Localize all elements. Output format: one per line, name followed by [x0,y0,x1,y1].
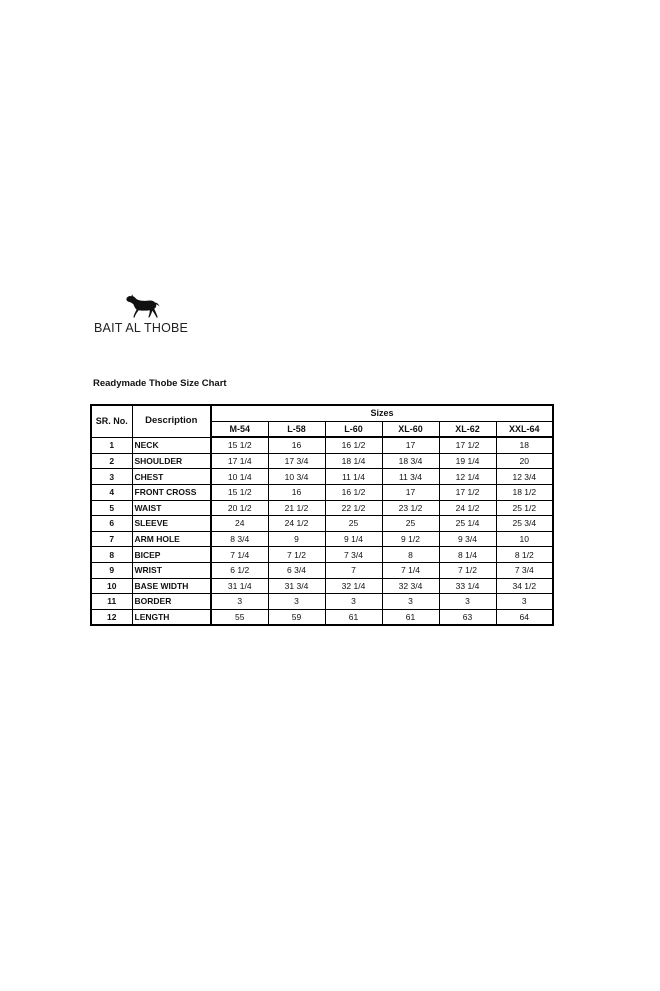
sr-no-header: SR. No. [91,405,132,437]
size-code-header: XXL-64 [496,421,553,437]
size-value-cell: 8 3/4 [211,531,268,547]
size-value-cell: 23 1/2 [382,500,439,516]
size-value-cell: 18 1/4 [325,453,382,469]
size-value-cell: 17 1/2 [439,437,496,453]
description-cell: CHEST [132,469,211,485]
size-code-header: M-54 [211,421,268,437]
size-value-cell: 8 1/2 [496,547,553,563]
table-row [91,547,553,563]
size-value-cell: 25 3/4 [496,516,553,532]
description-cell: BORDER [132,594,211,610]
description-cell: WAIST [132,500,211,516]
size-value-cell: 20 1/2 [211,500,268,516]
sr-no-cell: 10 [91,578,132,594]
size-value-cell: 25 1/2 [496,500,553,516]
size-value-cell: 9 1/4 [325,531,382,547]
size-value-cell: 24 1/2 [439,500,496,516]
size-value-cell: 18 1/2 [496,484,553,500]
table-row [91,453,553,469]
size-value-cell: 64 [496,609,553,625]
size-value-cell: 7 3/4 [325,547,382,563]
description-cell: BASE WIDTH [132,578,211,594]
description-cell: NECK [132,437,211,453]
sr-no-cell: 11 [91,594,132,610]
size-value-cell: 55 [211,609,268,625]
table-row [91,609,553,625]
size-value-cell: 25 [382,516,439,532]
description-cell: ARM HOLE [132,531,211,547]
sr-no-cell: 8 [91,547,132,563]
size-value-cell: 31 1/4 [211,578,268,594]
description-header: Description [132,405,211,437]
size-value-cell: 6 3/4 [268,562,325,578]
size-code-header: L-60 [325,421,382,437]
sr-no-cell: 3 [91,469,132,485]
size-value-cell: 7 1/2 [439,562,496,578]
table-row [91,594,553,610]
size-value-cell: 17 [382,437,439,453]
table-row [91,437,553,453]
size-value-cell: 25 1/4 [439,516,496,532]
horse-icon [122,292,162,322]
sr-no-cell: 4 [91,484,132,500]
size-value-cell: 17 1/2 [439,484,496,500]
size-value-cell: 18 3/4 [382,453,439,469]
description-cell: LENGTH [132,609,211,625]
table-row [91,562,553,578]
sr-no-cell: 6 [91,516,132,532]
size-value-cell: 17 [382,484,439,500]
size-value-cell: 17 3/4 [268,453,325,469]
size-value-cell: 7 1/4 [382,562,439,578]
size-value-cell: 34 1/2 [496,578,553,594]
description-cell: WRIST [132,562,211,578]
size-value-cell: 3 [325,594,382,610]
sr-no-cell: 1 [91,437,132,453]
size-code-header: L-58 [268,421,325,437]
size-value-cell: 33 1/4 [439,578,496,594]
table-row [91,500,553,516]
size-value-cell: 10 [496,531,553,547]
size-value-cell: 21 1/2 [268,500,325,516]
size-value-cell: 7 1/2 [268,547,325,563]
size-value-cell: 3 [439,594,496,610]
sr-no-cell: 12 [91,609,132,625]
size-value-cell: 11 1/4 [325,469,382,485]
size-value-cell: 7 [325,562,382,578]
size-value-cell: 3 [496,594,553,610]
table-row [91,516,553,532]
size-value-cell: 12 1/4 [439,469,496,485]
size-value-cell: 59 [268,609,325,625]
brand-name: BAIT AL THOBE [94,321,189,335]
size-value-cell: 32 3/4 [382,578,439,594]
size-value-cell: 15 1/2 [211,437,268,453]
size-value-cell: 19 1/4 [439,453,496,469]
size-value-cell: 20 [496,453,553,469]
size-value-cell: 8 [382,547,439,563]
size-value-cell: 8 1/4 [439,547,496,563]
description-cell: FRONT CROSS [132,484,211,500]
size-chart-table [90,404,554,626]
size-value-cell: 3 [211,594,268,610]
size-value-cell: 6 1/2 [211,562,268,578]
size-value-cell: 10 1/4 [211,469,268,485]
sr-no-cell: 5 [91,500,132,516]
size-value-cell: 3 [382,594,439,610]
size-value-cell: 11 3/4 [382,469,439,485]
size-value-cell: 16 1/2 [325,437,382,453]
size-value-cell: 7 1/4 [211,547,268,563]
size-value-cell: 10 3/4 [268,469,325,485]
size-code-header: XL-62 [439,421,496,437]
size-value-cell: 16 1/2 [325,484,382,500]
size-value-cell: 61 [325,609,382,625]
table-row [91,469,553,485]
size-value-cell: 9 3/4 [439,531,496,547]
chart-title: Readymade Thobe Size Chart [93,378,227,389]
table-row [91,578,553,594]
size-value-cell: 22 1/2 [325,500,382,516]
size-value-cell: 9 [268,531,325,547]
size-code-header: XL-60 [382,421,439,437]
size-value-cell: 16 [268,484,325,500]
size-value-cell: 3 [268,594,325,610]
size-value-cell: 12 3/4 [496,469,553,485]
size-value-cell: 24 1/2 [268,516,325,532]
sizes-header: Sizes [211,405,553,421]
sr-no-cell: 2 [91,453,132,469]
size-value-cell: 63 [439,609,496,625]
description-cell: SHOULDER [132,453,211,469]
description-cell: SLEEVE [132,516,211,532]
size-value-cell: 24 [211,516,268,532]
size-value-cell: 31 3/4 [268,578,325,594]
size-value-cell: 15 1/2 [211,484,268,500]
table-row [91,531,553,547]
size-value-cell: 18 [496,437,553,453]
size-value-cell: 25 [325,516,382,532]
size-value-cell: 17 1/4 [211,453,268,469]
size-value-cell: 32 1/4 [325,578,382,594]
sr-no-cell: 7 [91,531,132,547]
size-value-cell: 9 1/2 [382,531,439,547]
table-row [91,484,553,500]
header-row [91,405,553,421]
size-value-cell: 61 [382,609,439,625]
description-cell: BICEP [132,547,211,563]
size-value-cell: 16 [268,437,325,453]
size-table-body [91,437,553,625]
sr-no-cell: 9 [91,562,132,578]
size-value-cell: 7 3/4 [496,562,553,578]
